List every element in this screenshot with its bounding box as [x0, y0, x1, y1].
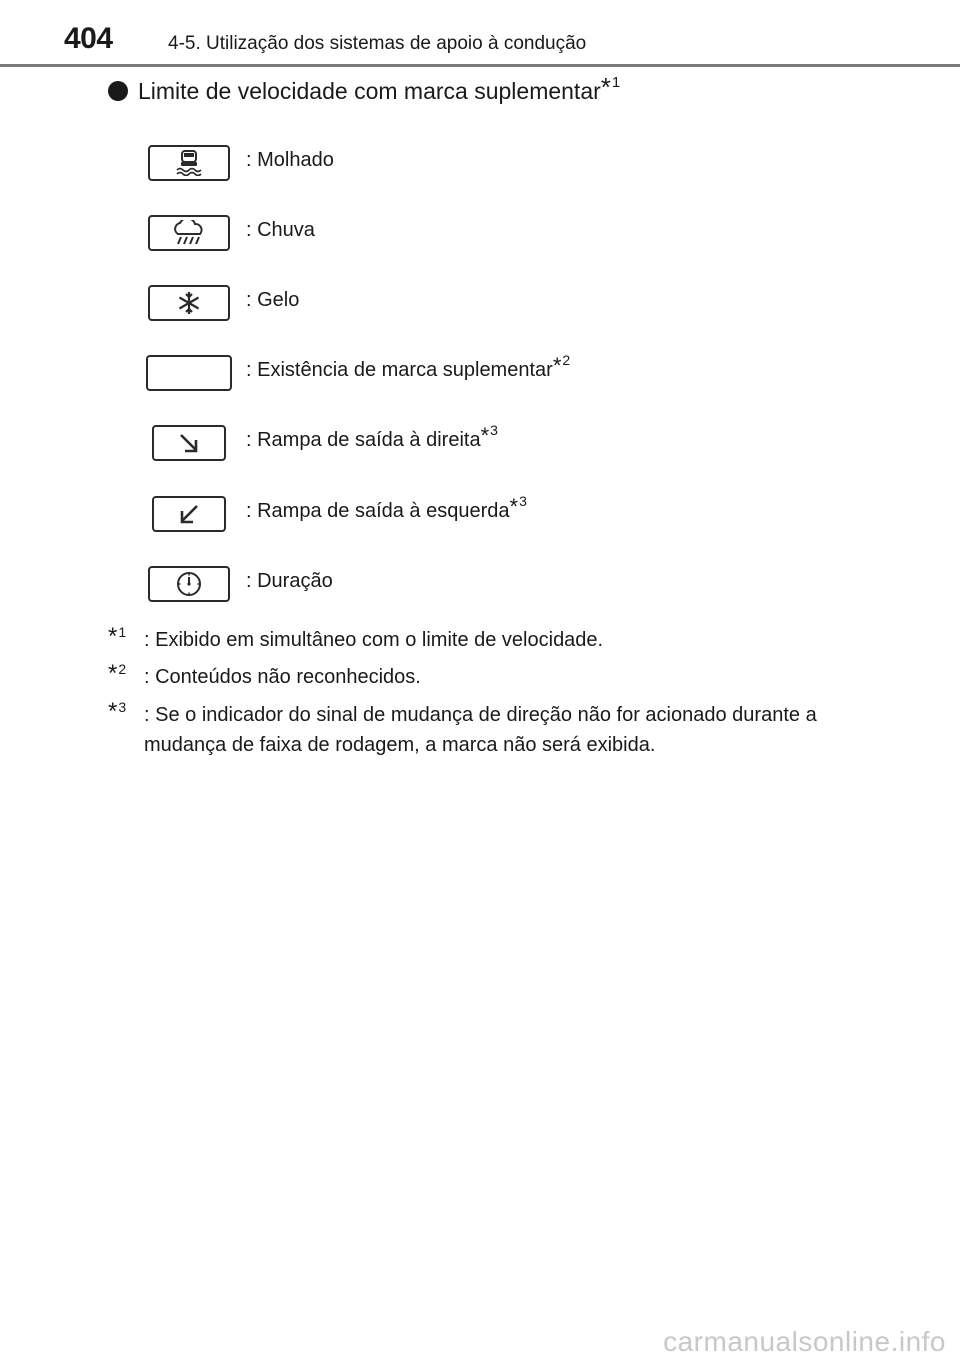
footnote-star: * — [600, 72, 611, 102]
footnote-marker: *1 — [108, 623, 127, 650]
footnote-marker: *3 — [108, 698, 127, 725]
item-label: : Rampa de saída à esquerda$^{*3}$ — [246, 493, 527, 522]
section-title: 4-5. Utilização dos sistemas de apoio à condução — [168, 33, 587, 54]
footnote-text: : Conteúdos não reconhecidos. — [144, 666, 421, 688]
snowflake-icon — [148, 285, 230, 321]
header-divider — [0, 64, 960, 67]
arrow-down-left-icon — [152, 496, 226, 532]
footnote-1 — [108, 625, 888, 659]
heading-text: Limite de velocidade com marca suplementar — [138, 78, 601, 104]
footnote-text: : Exibido em simultâneo com o limite de velocidade. — [144, 629, 604, 651]
footnote-marker: *2 — [108, 660, 127, 687]
item-label: : Existência de marca suplementar$^{*2}$ — [246, 352, 571, 381]
clock-icon — [148, 566, 230, 602]
item-label: : Rampa de saída à direita$^{*3}$ — [246, 422, 498, 451]
item-label: : Molhado — [246, 149, 334, 171]
list-item — [146, 493, 846, 532]
list-item — [146, 145, 846, 181]
list-item — [146, 422, 846, 461]
blank-box-icon — [146, 355, 232, 391]
rain-cloud-icon — [148, 215, 230, 251]
list-item — [146, 215, 846, 251]
footnote-2 — [108, 662, 888, 696]
list-item — [146, 566, 846, 602]
subsection-heading — [108, 72, 621, 105]
page-number: 404 — [64, 22, 113, 55]
item-label: : Gelo — [246, 289, 300, 311]
watermark: carmanualsonline.info — [663, 1326, 946, 1357]
page-header — [0, 0, 960, 68]
list-item — [146, 285, 846, 321]
item-label: : Duração — [246, 570, 333, 592]
bullet-icon — [108, 81, 128, 101]
list-item — [146, 352, 846, 391]
arrow-down-right-icon — [152, 425, 226, 461]
item-label: : Chuva — [246, 219, 315, 241]
footnote-ref: 1 — [611, 74, 621, 91]
footnote-text: : Se o indicador do sinal de mudança de direção não for acionado durante a mudança de faixa de rodagem, a marca não será exibida. — [144, 704, 817, 756]
footnote-3 — [108, 700, 888, 764]
wet-road-icon — [148, 145, 230, 181]
